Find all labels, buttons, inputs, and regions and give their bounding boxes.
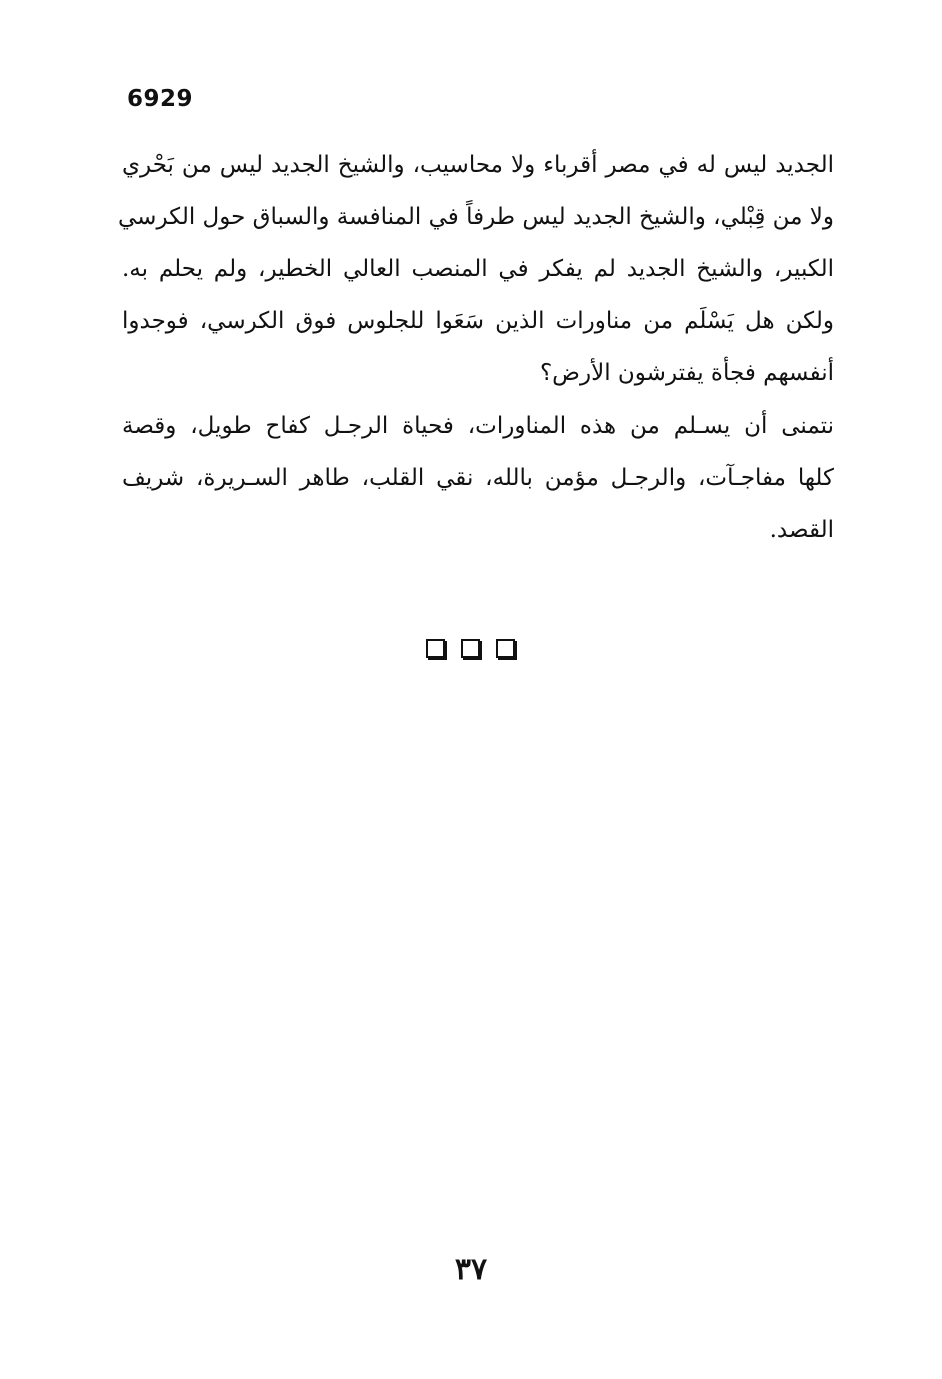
separator-square-icon [426, 639, 445, 658]
paragraph-line: الكبير، والشيخ الجديد لم يفكر في المنصب العالي الخطير، ولم يحلم به. [122, 256, 834, 282]
section-separator [426, 639, 515, 658]
paragraph-line: الجديد ليس له في مصر أقرباء ولا محاسيب، والشيخ الجديد ليس من بَحْري [122, 152, 834, 178]
paragraph-line: كلها مفاجـآت، والرجـل مؤمن بالله، نقي القلب، طاهر السـريرة، شريف [122, 465, 834, 491]
separator-square-icon [461, 639, 480, 658]
paragraph-line: ولكن هل يَسْلَم من مناورات الذين سَعَوا للجلوس فوق الكرسي، فوجدوا [122, 308, 834, 334]
paragraph-line: القصد. [769, 517, 834, 543]
paragraph-2 [122, 400, 834, 556]
document-id-label: 6929 [127, 86, 194, 112]
paragraph-1 [118, 139, 834, 399]
paragraph-line: ولا من قِبْلي، والشيخ الجديد ليس طرفاً في المنافسة والسباق حول الكرسي [118, 204, 834, 230]
page-number: ٣٧ [454, 1252, 488, 1287]
paragraph-line: نتمنى أن يسـلم من هذه المناورات، فحياة الرجـل كفاح طويل، وقصة [122, 413, 834, 439]
paragraph-line: أنفسهم فجأة يفترشون الأرض؟ [539, 360, 834, 386]
separator-square-icon [496, 639, 515, 658]
